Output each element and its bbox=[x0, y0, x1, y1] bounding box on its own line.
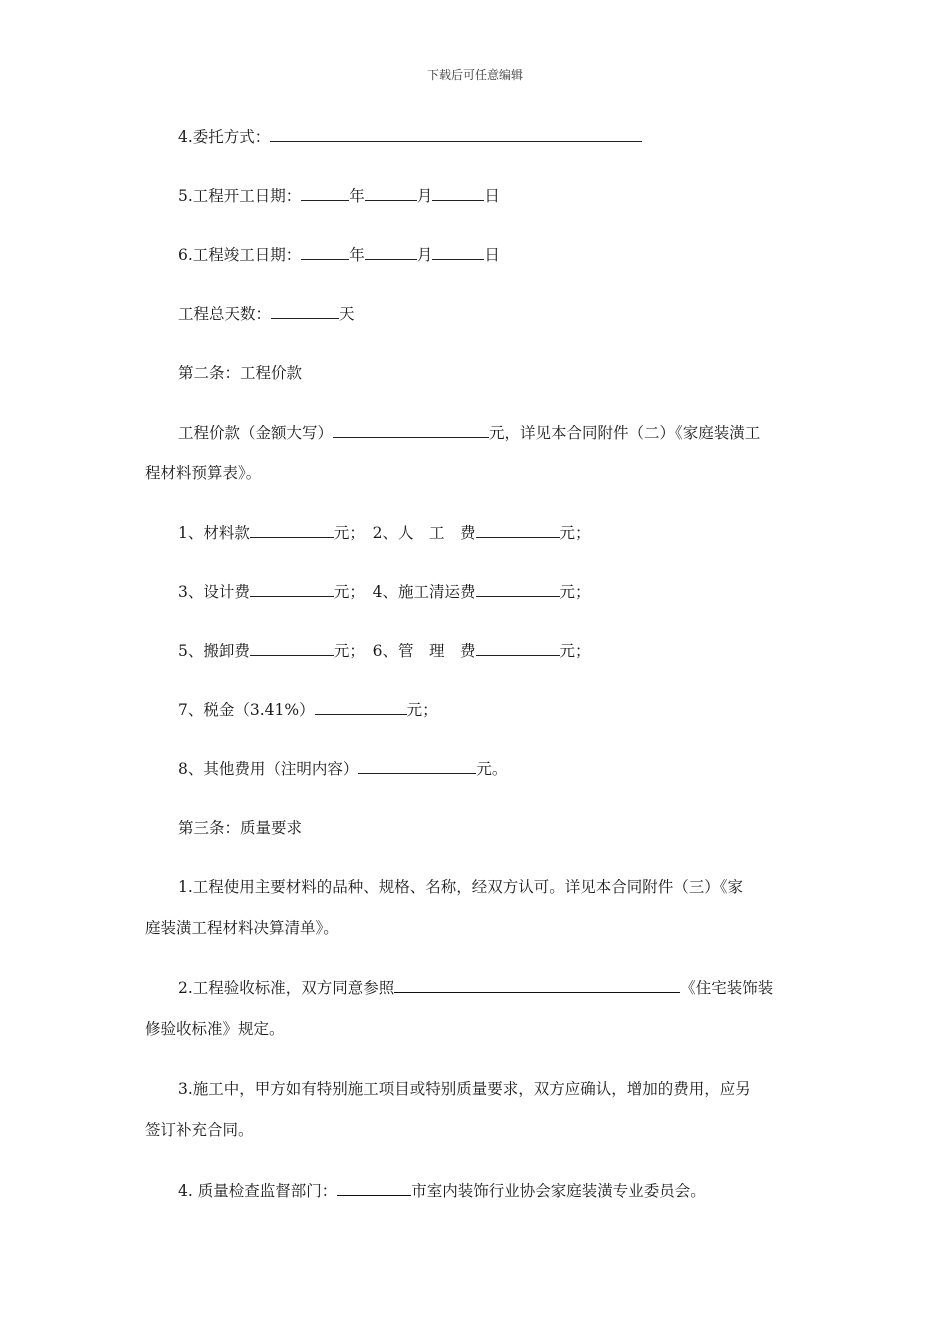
start-date-label: 5.工程开工日期： bbox=[178, 187, 302, 205]
fee-row-2: 3、设计费 元； 4、施工清运费 元； bbox=[178, 583, 591, 601]
end-year-blank[interactable] bbox=[301, 245, 349, 260]
quality-item-2-cont: 修验收标准》规定。 bbox=[145, 1020, 285, 1038]
tax-blank[interactable] bbox=[315, 700, 407, 715]
standard-blank[interactable] bbox=[394, 978, 680, 993]
fee-row-3: 5、搬卸费 元； 6、管 理 费 元； bbox=[178, 642, 591, 660]
start-date-line: 5.工程开工日期： 年 月 日 bbox=[178, 187, 500, 205]
quality-item-1: 1.工程使用主要材料的品种、规格、名称，经双方认可。详见本合同附件（三）《家 bbox=[178, 878, 744, 896]
moving-fee-blank[interactable] bbox=[250, 641, 334, 656]
price-amount-blank[interactable] bbox=[333, 423, 489, 438]
tax-line: 7、税金（3.41%） 元； bbox=[178, 701, 438, 719]
price-line-cont: 程材料预算表》。 bbox=[145, 464, 262, 482]
end-date-label: 6.工程竣工日期： bbox=[178, 246, 302, 264]
page-header: 下载后可任意编辑 bbox=[426, 68, 523, 82]
city-blank[interactable] bbox=[337, 1181, 411, 1196]
start-day-blank[interactable] bbox=[432, 186, 484, 201]
total-days-line: 工程总天数： 天 bbox=[178, 305, 355, 323]
quality-item-3: 3.施工中，甲方如有特别施工项目或特别质量要求，双方应确认，增加的费用，应另 bbox=[178, 1080, 751, 1098]
other-fee-line: 8、其他费用（注明内容） 元。 bbox=[178, 760, 508, 778]
total-days-blank[interactable] bbox=[271, 304, 339, 319]
labor-fee-blank[interactable] bbox=[476, 523, 560, 538]
start-year-blank[interactable] bbox=[301, 186, 349, 201]
entrust-label: 4.委托方式： bbox=[178, 128, 271, 146]
start-month-blank[interactable] bbox=[365, 186, 417, 201]
end-date-line: 6.工程竣工日期： 年 月 日 bbox=[178, 246, 500, 264]
end-day-blank[interactable] bbox=[432, 245, 484, 260]
article2-title: 第二条：工程价款 bbox=[178, 364, 303, 382]
quality-item-1-cont: 庭装潢工程材料决算清单》。 bbox=[145, 919, 339, 937]
entrust-line bbox=[178, 127, 642, 147]
cleanup-fee-blank[interactable] bbox=[476, 582, 560, 597]
price-line: 工程价款（金额大写） 元，详见本合同附件（二）《家庭装潢工 bbox=[178, 424, 761, 442]
end-month-blank[interactable] bbox=[365, 245, 417, 260]
management-fee-blank[interactable] bbox=[476, 641, 560, 656]
total-days-label: 工程总天数： bbox=[178, 305, 272, 323]
design-fee-blank[interactable] bbox=[250, 582, 334, 597]
other-fee-blank[interactable] bbox=[358, 759, 476, 774]
fee-row-1: 1、材料款 元； 2、人 工 费 元； bbox=[178, 524, 591, 542]
quality-item-4: 4. 质量检查监督部门： 市室内装饰行业协会家庭装潢专业委员会。 bbox=[178, 1182, 706, 1200]
entrust-blank[interactable] bbox=[270, 127, 642, 142]
article3-title: 第三条：质量要求 bbox=[178, 819, 303, 837]
quality-item-2: 2.工程验收标准，双方同意参照 《住宅装饰装 bbox=[178, 979, 774, 997]
material-fee-blank[interactable] bbox=[250, 523, 334, 538]
quality-item-3-cont: 签订补充合同。 bbox=[145, 1121, 254, 1139]
